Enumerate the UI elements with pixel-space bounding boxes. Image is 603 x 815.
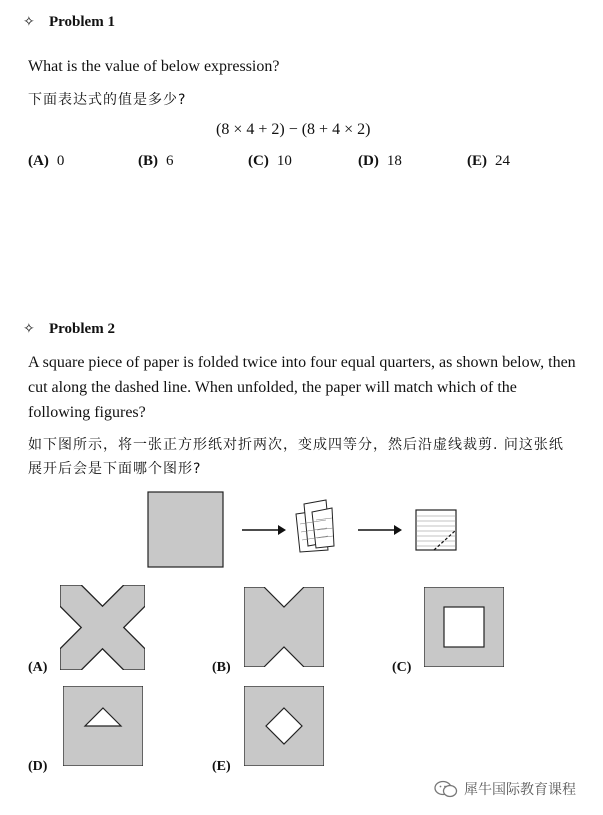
figure-e-label: (E)	[212, 759, 231, 774]
four-point-star-icon: ✧	[23, 15, 35, 30]
four-point-star-icon: ✧	[23, 322, 35, 337]
choice-c[interactable]	[248, 153, 292, 170]
problem-2-heading	[23, 321, 115, 338]
problem-2-question-zh: 如下图所示，将一张正方形纸对折两次，变成四等分，然后沿虚线裁剪. 问这张纸展开后会是下面哪个图形?	[28, 437, 564, 477]
choice-d[interactable]	[358, 153, 402, 170]
right-arrow-icon	[242, 525, 286, 535]
figure-b[interactable]	[244, 587, 324, 667]
choice-b-label: (B)	[138, 153, 158, 169]
unfolded-square	[148, 492, 223, 567]
problem-1-heading	[23, 14, 115, 31]
figure-c[interactable]	[424, 587, 504, 667]
figure-a-label: (A)	[28, 660, 48, 675]
watermark	[434, 778, 576, 800]
figure-d-label: (D)	[28, 759, 48, 774]
folded-quarter-square	[416, 510, 456, 550]
choice-e-label: (E)	[467, 153, 487, 169]
choice-e[interactable]	[467, 153, 510, 170]
figure-b-label: (B)	[212, 660, 231, 675]
figure-e[interactable]	[244, 686, 324, 766]
choice-c-value: 10	[276, 153, 292, 169]
watermark-text: 犀牛国际教育课程	[464, 782, 576, 798]
right-arrow-icon	[358, 525, 402, 535]
choice-a[interactable]	[28, 153, 64, 170]
problem-1-title: Problem 1	[49, 14, 115, 30]
figure-c-label: (C)	[392, 660, 412, 675]
choice-b-value: 6	[166, 153, 174, 169]
wechat-logo-icon	[434, 780, 458, 798]
problem-1-question-zh: 下面表达式的值是多少?	[28, 92, 187, 108]
choice-b[interactable]	[138, 153, 174, 170]
choice-d-label: (D)	[358, 153, 379, 169]
choice-e-value: 24	[495, 153, 510, 169]
choice-c-label: (C)	[248, 153, 269, 169]
figure-a[interactable]	[60, 585, 145, 670]
choice-a-value: 0	[56, 153, 65, 169]
problem-2-title: Problem 2	[49, 321, 115, 337]
choice-a-label: (A)	[28, 153, 49, 169]
problem-1-expression: (8 × 4 + 2) − (8 + 4 × 2)	[216, 121, 371, 138]
figure-d[interactable]	[63, 686, 143, 766]
problem-2-question-en: A square piece of paper is folded twice into four equal quarters, as shown below, then cut along the dashed line. When unfolded, the paper will match which of the following figures?	[28, 354, 576, 421]
choice-d-value: 18	[386, 153, 402, 169]
problem-1-question-en: What is the value of below expression?	[28, 58, 280, 75]
folded-paper-icon	[296, 500, 334, 552]
folding-diagram	[140, 490, 470, 580]
